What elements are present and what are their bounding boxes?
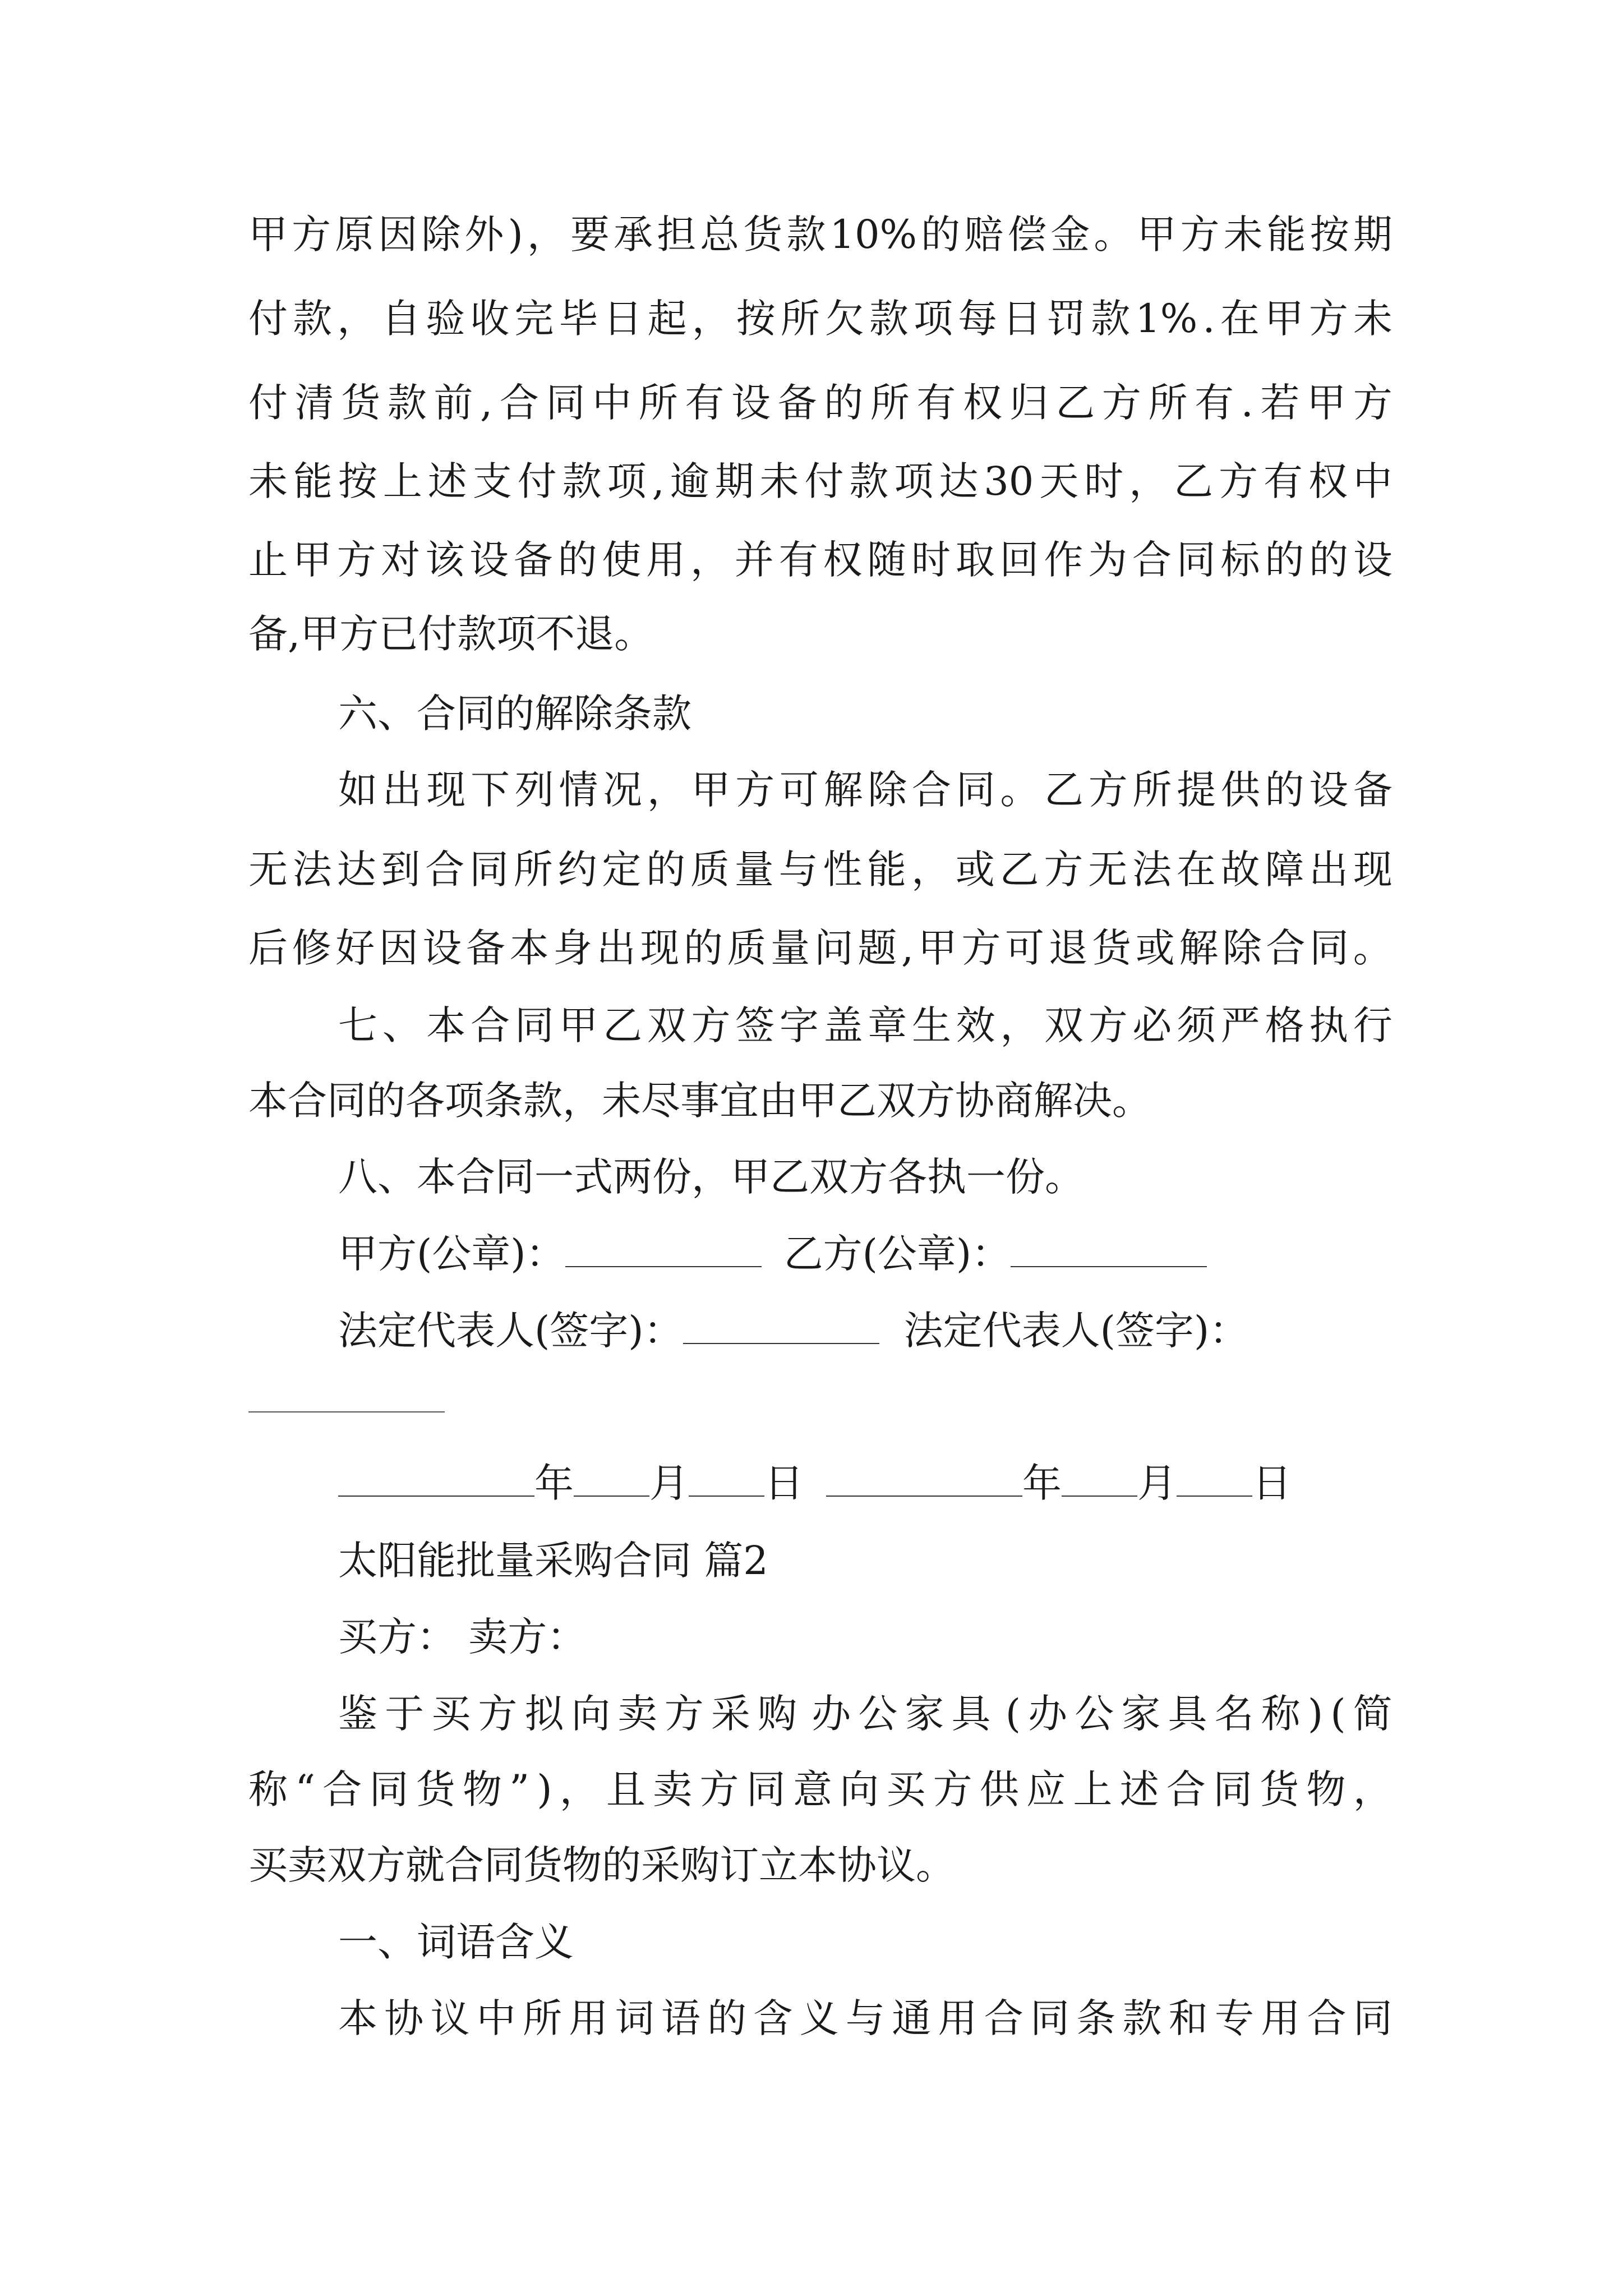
seal-line (338, 1226, 1393, 1282)
text-line: 后 修 好 因 设 备 本 身 出 现 的 质 量 问 题 , 甲 方 可 退 货 或 解 除 合 同 。 (248, 925, 1393, 971)
day-label: 日 (1252, 1460, 1292, 1506)
text-line: 本 协 议 中 所 用 词 语 的 含 义 与 通 用 合 同 条 款 和 专 用 合 同 (338, 1995, 1393, 2041)
month-blank (1062, 1463, 1137, 1497)
party-b-seal-blank (1011, 1234, 1207, 1267)
text-line: 甲 方 原 因 除 外 ) ， 要 承 担 总 货 款 10% 的 赔 偿 金 。 甲 方 未 能 按 期 (248, 211, 1393, 257)
month-label: 月 (1137, 1460, 1177, 1506)
text-line: 本合同的各项条款，未尽事宜由甲乙双方协商解决。 (248, 1078, 1151, 1124)
text-line: 买卖双方就合同货物的采购订立本协议。 (248, 1842, 955, 1888)
month-label: 月 (649, 1460, 689, 1506)
year-blank (338, 1463, 534, 1497)
year-label: 年 (534, 1460, 574, 1506)
text-line: 备,甲方已付款项不退。 (248, 611, 654, 657)
text-line: 如 出 现 下 列 情 况 ， 甲 方 可 解 除 合 同 。 乙 方 所 提 供 的 设 备 (338, 767, 1393, 813)
contract-title: 太阳能批量采购合同 篇2 (338, 1538, 768, 1584)
legal-rep-line (338, 1303, 1393, 1359)
text-line: 鉴 于 买 方 拟 向 卖 方 采 购 办 公 家 具 ( 办 公 家 具 名 称 ) ( 简 (338, 1691, 1393, 1737)
day-label: 日 (764, 1460, 804, 1506)
year-blank (826, 1463, 1022, 1497)
date-line (338, 1455, 1393, 1511)
legal-rep-b-blank (248, 1411, 445, 1412)
legal-rep-a-label: 法定代表人(签字)： (338, 1308, 683, 1354)
day-blank (689, 1463, 764, 1497)
legal-rep-b-label: 法定代表人(签字)： (903, 1308, 1249, 1354)
day-blank (1177, 1463, 1252, 1497)
legal-rep-a-blank (683, 1310, 879, 1344)
parties-line: 买方： 卖方： (338, 1614, 587, 1660)
text-line: 七 、 本 合 同 甲 乙 双 方 签 字 盖 章 生 效 ， 双 方 必 须 严 格 执 行 (338, 1002, 1393, 1048)
text-line: 无 法 达 到 合 同 所 约 定 的 质 量 与 性 能 ， 或 乙 方 无 法 在 故 障 出 现 (248, 846, 1393, 892)
text-line: 止 甲 方 对 该 设 备 的 使 用 ， 并 有 权 随 时 取 回 作 为 合 同 标 的 的 设 (248, 537, 1393, 583)
text-line: 付 款 ， 自 验 收 完 毕 日 起 ， 按 所 欠 款 项 每 日 罚 款 1% . 在 甲 方 未 (248, 296, 1393, 342)
section-heading: 六、合同的解除条款 (338, 691, 691, 737)
party-b-seal-label: 乙方(公章)： (783, 1231, 1011, 1277)
text-line: 未 能 按 上 述 支 付 款 项 , 逾 期 未 付 款 项 达 30 天 时 ， 乙 方 有 权 中 (248, 458, 1393, 504)
year-label: 年 (1022, 1460, 1062, 1506)
text-line: 付 清 货 款 前 , 合 同 中 所 有 设 备 的 所 有 权 归 乙 方 所 有 . 若 甲 方 (248, 380, 1393, 426)
text-line: 称 “ 合 同 货 物 ” ) ， 且 卖 方 同 意 向 买 方 供 应 上 述 合 同 货 物 ， (248, 1766, 1393, 1812)
section-heading: 一、词语含义 (338, 1919, 574, 1965)
party-a-seal-label: 甲方(公章)： (338, 1231, 565, 1277)
text-line: 八、本合同一式两份，甲乙双方各执一份。 (338, 1154, 1084, 1200)
party-a-seal-blank (565, 1234, 762, 1267)
month-blank (574, 1463, 649, 1497)
